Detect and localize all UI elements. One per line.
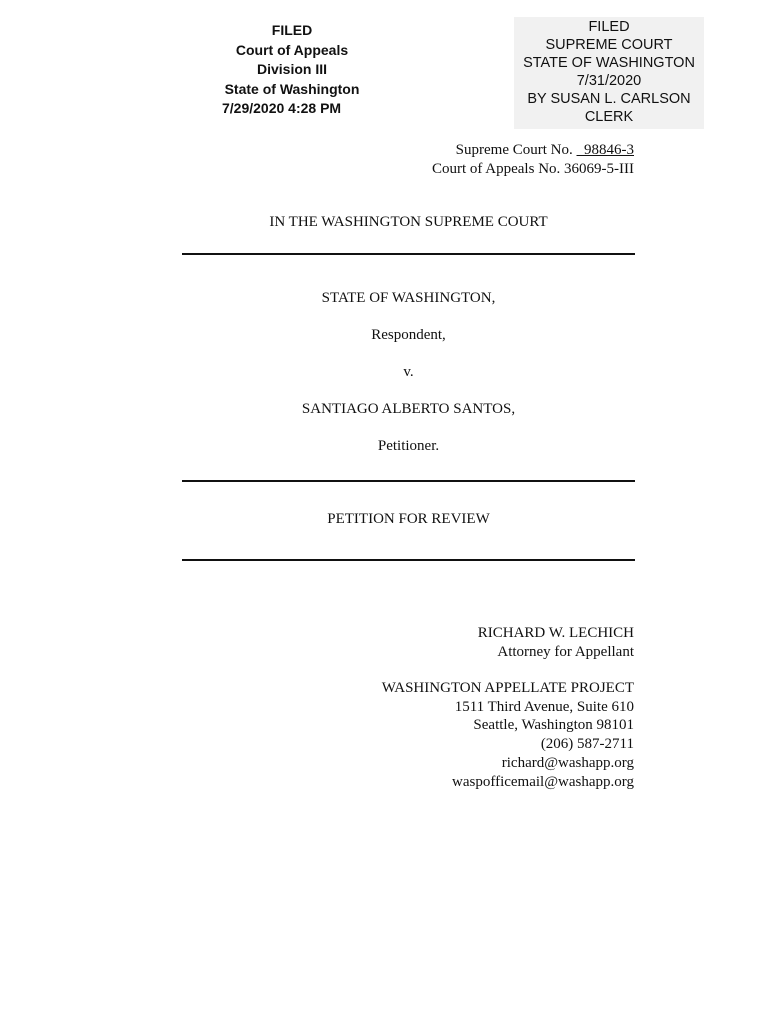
supreme-court-filed-stamp (514, 17, 704, 129)
stamp-court-name: SUPREME COURT (545, 37, 673, 53)
supreme-court-number: 98846-3 (584, 142, 634, 158)
stamp-division: Division III (256, 61, 327, 77)
stamp-filed-label: FILED (588, 19, 630, 35)
attorney-role: Attorney for Appellant (497, 643, 634, 660)
attorney-name: RICHARD W. LECHICH (477, 625, 634, 641)
caption-plaintiff: STATE OF WASHINGTON, (321, 290, 496, 306)
office-name: WASHINGTON APPELLATE PROJECT (381, 680, 634, 696)
office-phone: (206) 587-2711 (540, 736, 634, 753)
stamp-court-name: Court of Appeals (235, 41, 349, 58)
court-of-appeals-number: Court of Appeals No. 36069-5-III (431, 160, 634, 177)
office-address-line-2: Seattle, Washington 98101 (473, 717, 634, 734)
caption-versus: v. (403, 364, 414, 380)
court-title: IN THE WASHINGTON SUPREME COURT (269, 214, 548, 230)
court-of-appeals-filed-stamp (212, 21, 372, 119)
divider-bottom (182, 559, 635, 561)
office-address-line-1: 1511 Third Avenue, Suite 610 (454, 698, 634, 715)
caption-plaintiff-role: Respondent, (371, 327, 446, 343)
office-email: waspofficemail@washapp.org (452, 773, 634, 790)
office-block (382, 679, 634, 791)
attorney-email: richard@washapp.org (501, 754, 634, 771)
stamp-date: 7/31/2020 (576, 73, 642, 89)
caption-defendant-role: Petitioner. (377, 438, 440, 454)
supreme-court-number-label: Supreme Court No. (455, 142, 573, 158)
document-title: PETITION FOR REVIEW (327, 511, 490, 527)
stamp-state: State of Washington (224, 80, 360, 97)
stamp-filed-label: FILED (271, 22, 313, 38)
supreme-court-number-line (432, 141, 634, 160)
case-numbers (432, 141, 634, 178)
stamp-state: STATE OF WASHINGTON (523, 55, 695, 71)
divider-top (182, 253, 635, 255)
attorney-block (478, 624, 634, 661)
stamp-clerk-name: BY SUSAN L. CARLSON (527, 91, 691, 107)
stamp-clerk-title: CLERK (584, 109, 634, 125)
stamp-datetime: 7/29/2020 4:28 PM (222, 100, 342, 116)
divider-middle (182, 480, 635, 482)
caption-defendant: SANTIAGO ALBERTO SANTOS, (301, 401, 516, 417)
